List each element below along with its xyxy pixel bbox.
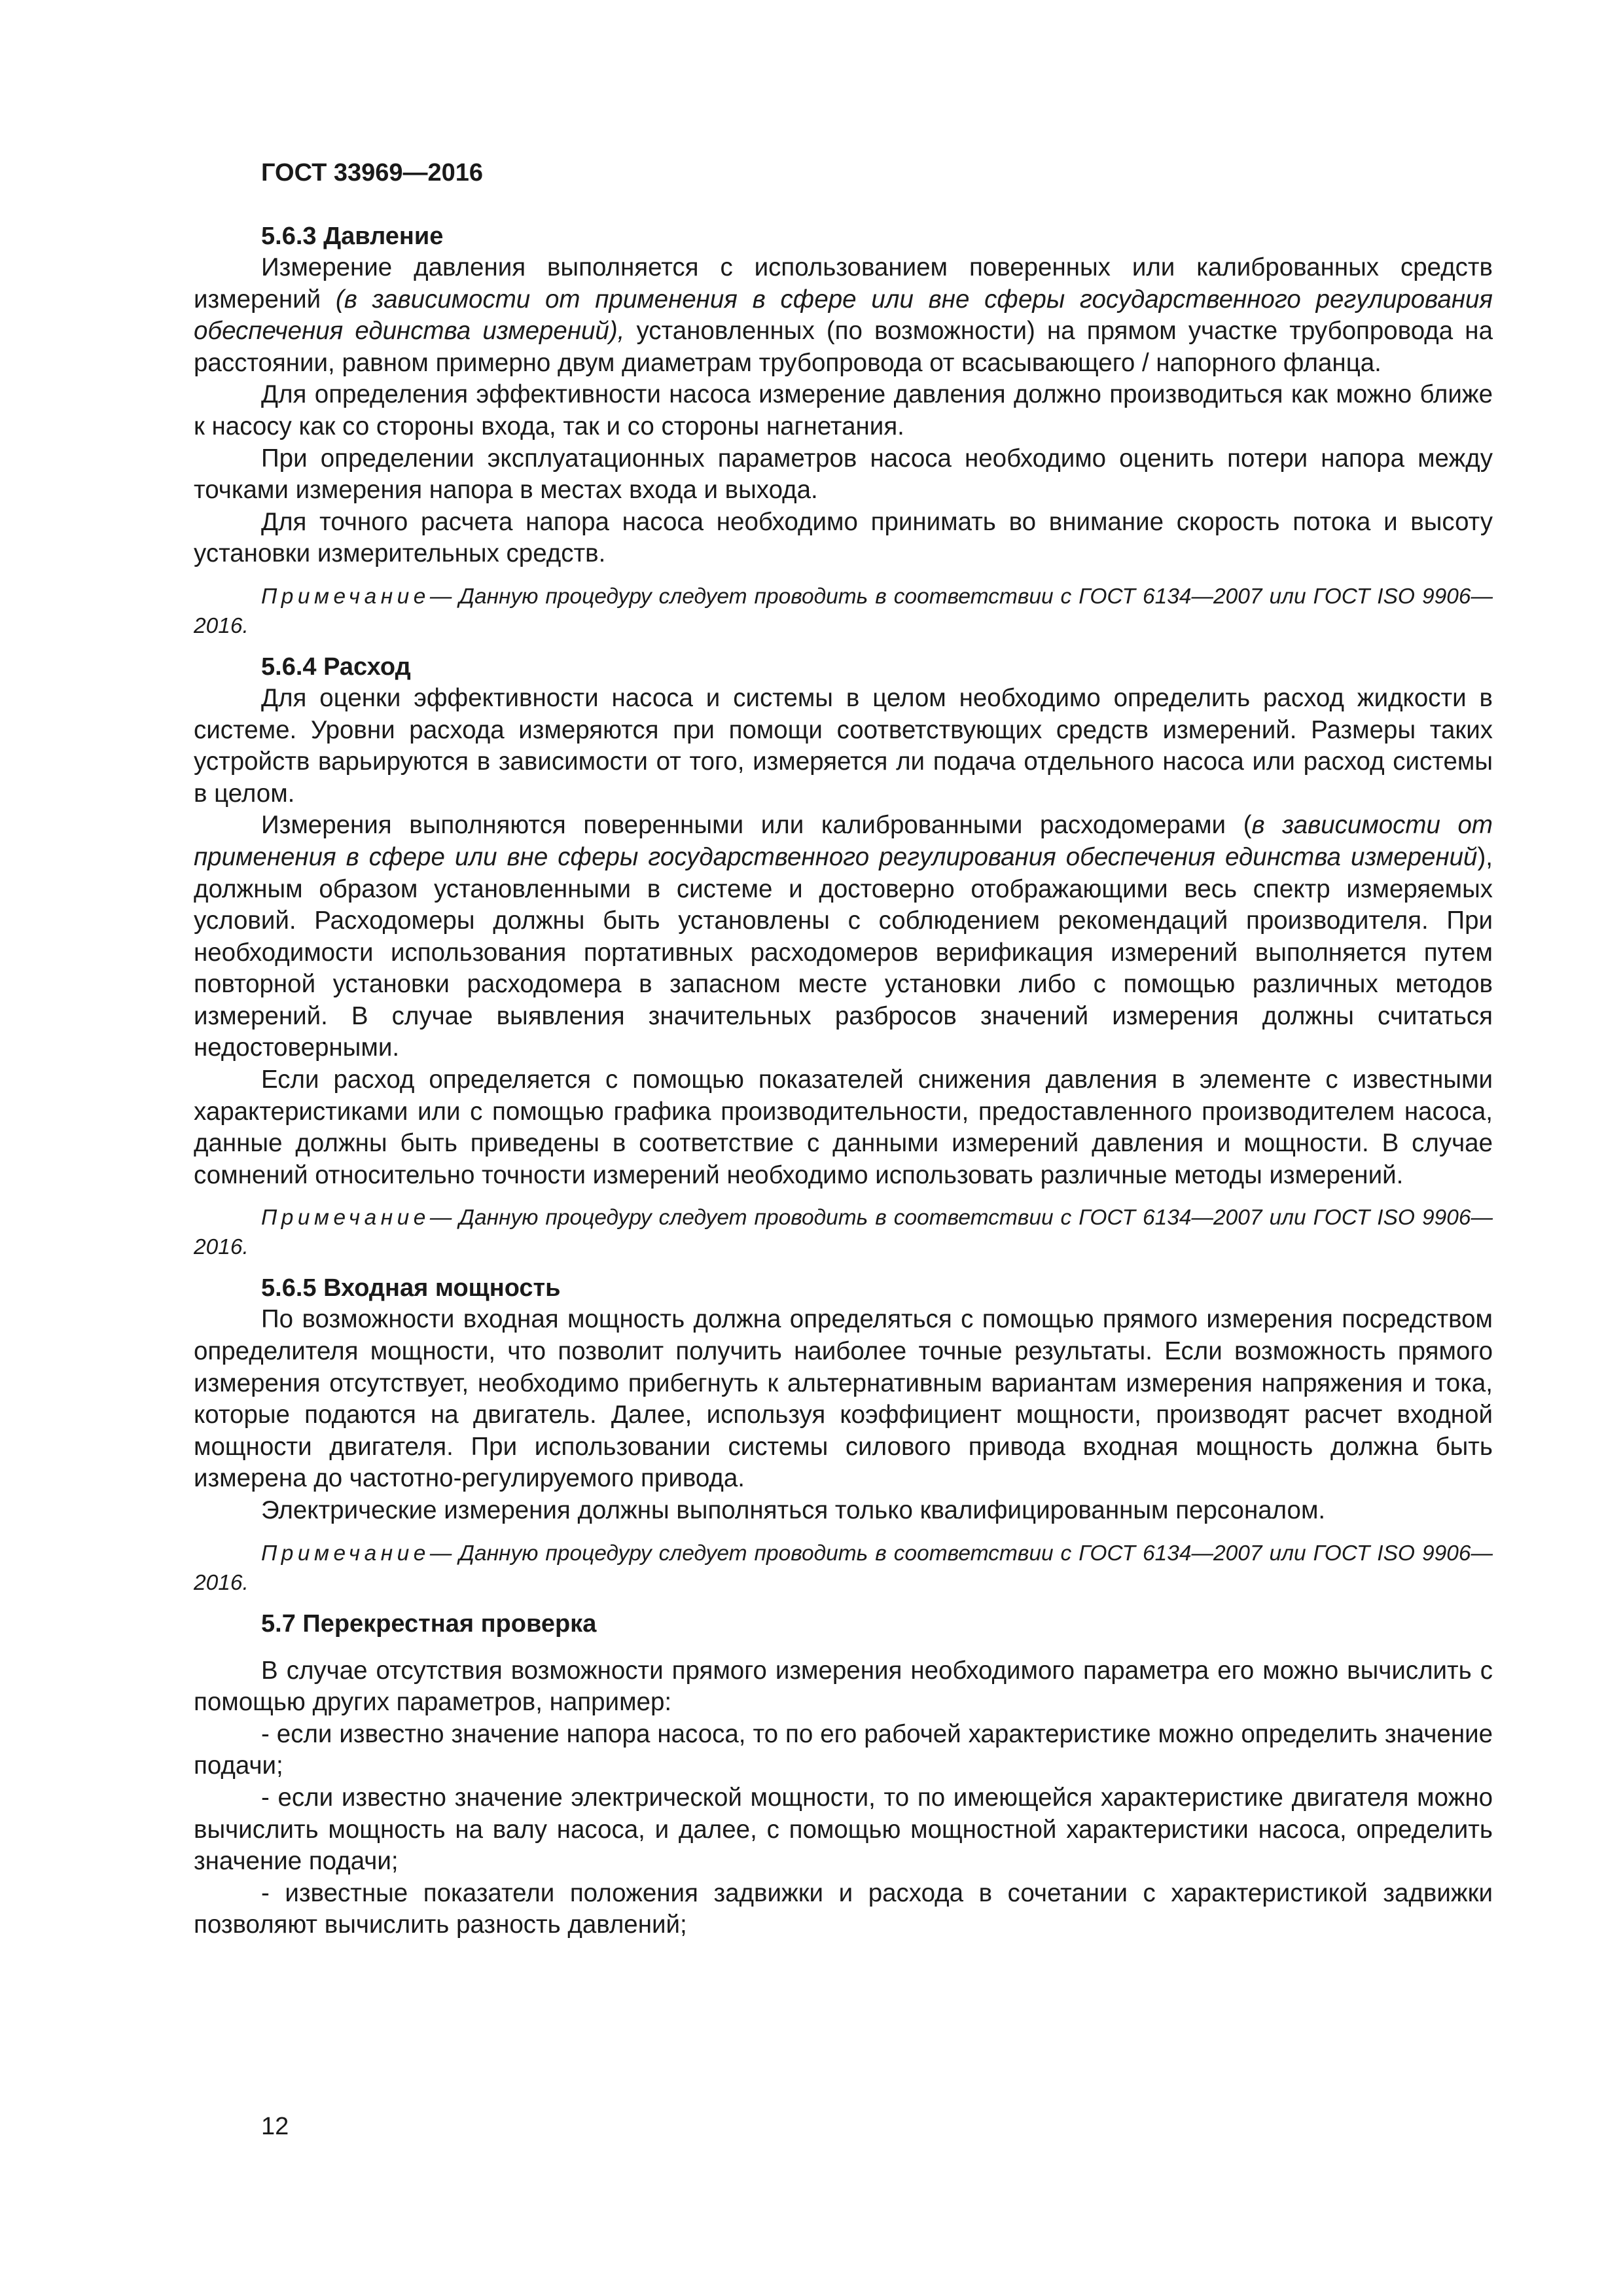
note-lead: Примечание bbox=[261, 1206, 430, 1230]
italic-clause: в зависимости от применения в сфере или вне сферы государственного регулирования обеспечения единства измерений bbox=[194, 811, 1493, 871]
page-number: 12 bbox=[261, 2113, 289, 2140]
note-text: — Данную процедуру следует проводить в соответствии с ГОСТ 6134—2007 или ГОСТ ISO 9906—2016. bbox=[194, 1206, 1493, 1260]
paragraph: В случае отсутствия возможности прямого измерения необходимого параметра его можно вычислить с помощью других параметров, например: bbox=[194, 1656, 1493, 1717]
note-lead: Примечание bbox=[261, 584, 430, 609]
paragraph: Для определения эффективности насоса измерение давления должно производиться как можно ближе к насосу как со стороны входа, так и со стороны нагнетания. bbox=[194, 380, 1493, 440]
list-item: - известные показатели положения задвижки и расхода в сочетании с характеристикой задвижки позволяют вычислить разность давлений; bbox=[194, 1878, 1493, 1939]
paragraph: Если расход определяется с помощью показателей снижения давления в элементе с известными характеристиками или с помощью графика производительности, предоставленного производителем насоса, данные должны быть приведены в соответствие с данными измерений давления и мощности. В случае сомнений относительно точности измерений необходимо использовать различные методы измерений. bbox=[194, 1066, 1493, 1189]
paragraph: Для оценки эффективности насоса и системы в целом необходимо определить расход жидкости в системе. Уровни расхода измеряются при помощи соответствующих средств измерений. Размеры таких устройств варьируются в зависимости от того, измеряется ли подача отдельного насоса или расход системы в целом. bbox=[194, 683, 1493, 808]
paragraph-text: ), должным образом установленными в системе и достоверно отображающими весь спектр измеряемых условий. Расходомеры должны быть установлены с соблюдением рекомендаций производителя. При необходимости использования портативных расходомеров верификация измерений выполняется путем повторной установки расходомера в запасном месте установки либо с помощью различных методов измерений. В случае выявления значительных разбросов значений измерения должны считаться недостоверными. bbox=[194, 842, 1493, 1062]
paragraph: По возможности входная мощность должна определяться с помощью прямого измерения посредством определителя мощности, что позволит получить наиболее точные результаты. Если возможность прямого измерения отсутствует, необходимо прибегнуть к альтернативным вариантам измерения напряжения и тока, которые подаются на двигатель. Далее, используя коэффициент мощности, производят расчет входной мощности двигателя. При использовании системы силового привода входная мощность должна быть измерена до частотно-регулируемого привода. bbox=[194, 1305, 1493, 1493]
paragraph-text: Измерения выполняются поверенными или калиброванными расходомерами ( bbox=[261, 811, 1252, 840]
note bbox=[194, 1203, 1493, 1262]
paragraph: При определении эксплуатационных параметров насоса необходимо оценить потери напора между точками измерения напора в местах входа и выхода. bbox=[194, 444, 1493, 505]
italic-clause: (в зависимости от применения в сфере или вне сферы государственного регулирования обеспечения единства измерений), bbox=[194, 285, 1493, 346]
note bbox=[194, 582, 1493, 641]
paragraph: Для точного расчета напора насоса необходимо принимать во внимание скорость потока и высоту установки измерительных средств. bbox=[194, 507, 1493, 568]
section-title-5-6-3: 5.6.3 Давление bbox=[261, 223, 444, 250]
list-item: - если известно значение напора насоса, то по его рабочей характеристике можно определить значение подачи; bbox=[194, 1719, 1493, 1780]
note bbox=[194, 1539, 1493, 1598]
section-5-6-3 bbox=[194, 221, 1493, 641]
paragraph-text: установленных (по возможности) на прямом участке трубопровода на расстоянии, равном примерно двум диаметрам трубопровода от всасывающего / напорного фланца. bbox=[194, 317, 1493, 377]
paragraph bbox=[194, 252, 1493, 379]
section-5-7 bbox=[194, 1608, 1493, 1941]
section-5-6-4 bbox=[194, 651, 1493, 1263]
note-text: — Данную процедуру следует проводить в соответствии с ГОСТ 6134—2007 или ГОСТ ISO 9906—2016. bbox=[194, 584, 1493, 638]
paragraph-text: Измерение давления выполняется с использованием поверенных или калиброванных средств измерений bbox=[194, 253, 1493, 314]
section-title-5-6-4: 5.6.4 Расход bbox=[261, 653, 411, 681]
paragraph bbox=[194, 810, 1493, 1064]
note-lead: Примечание bbox=[261, 1541, 430, 1566]
document-body bbox=[194, 221, 1493, 1941]
paragraph: Электрические измерения должны выполняться только квалифицированным персоналом. bbox=[261, 1496, 1326, 1524]
section-title-5-7: 5.7 Перекрестная проверка bbox=[261, 1609, 597, 1638]
list-item: - если известно значение электрической мощности, то по имеющейся характеристике двигателя можно вычислить мощность на валу насоса, и далее, с помощью мощностной характеристики насоса, определить значение подачи; bbox=[194, 1783, 1493, 1876]
section-5-6-5 bbox=[194, 1272, 1493, 1597]
section-title-5-6-5: 5.6.5 Входная мощность bbox=[261, 1274, 561, 1302]
document-code-header: ГОСТ 33969—2016 bbox=[261, 159, 484, 187]
note-text: — Данную процедуру следует проводить в соответствии с ГОСТ 6134—2007 или ГОСТ ISO 9906—2016. bbox=[194, 1541, 1493, 1595]
